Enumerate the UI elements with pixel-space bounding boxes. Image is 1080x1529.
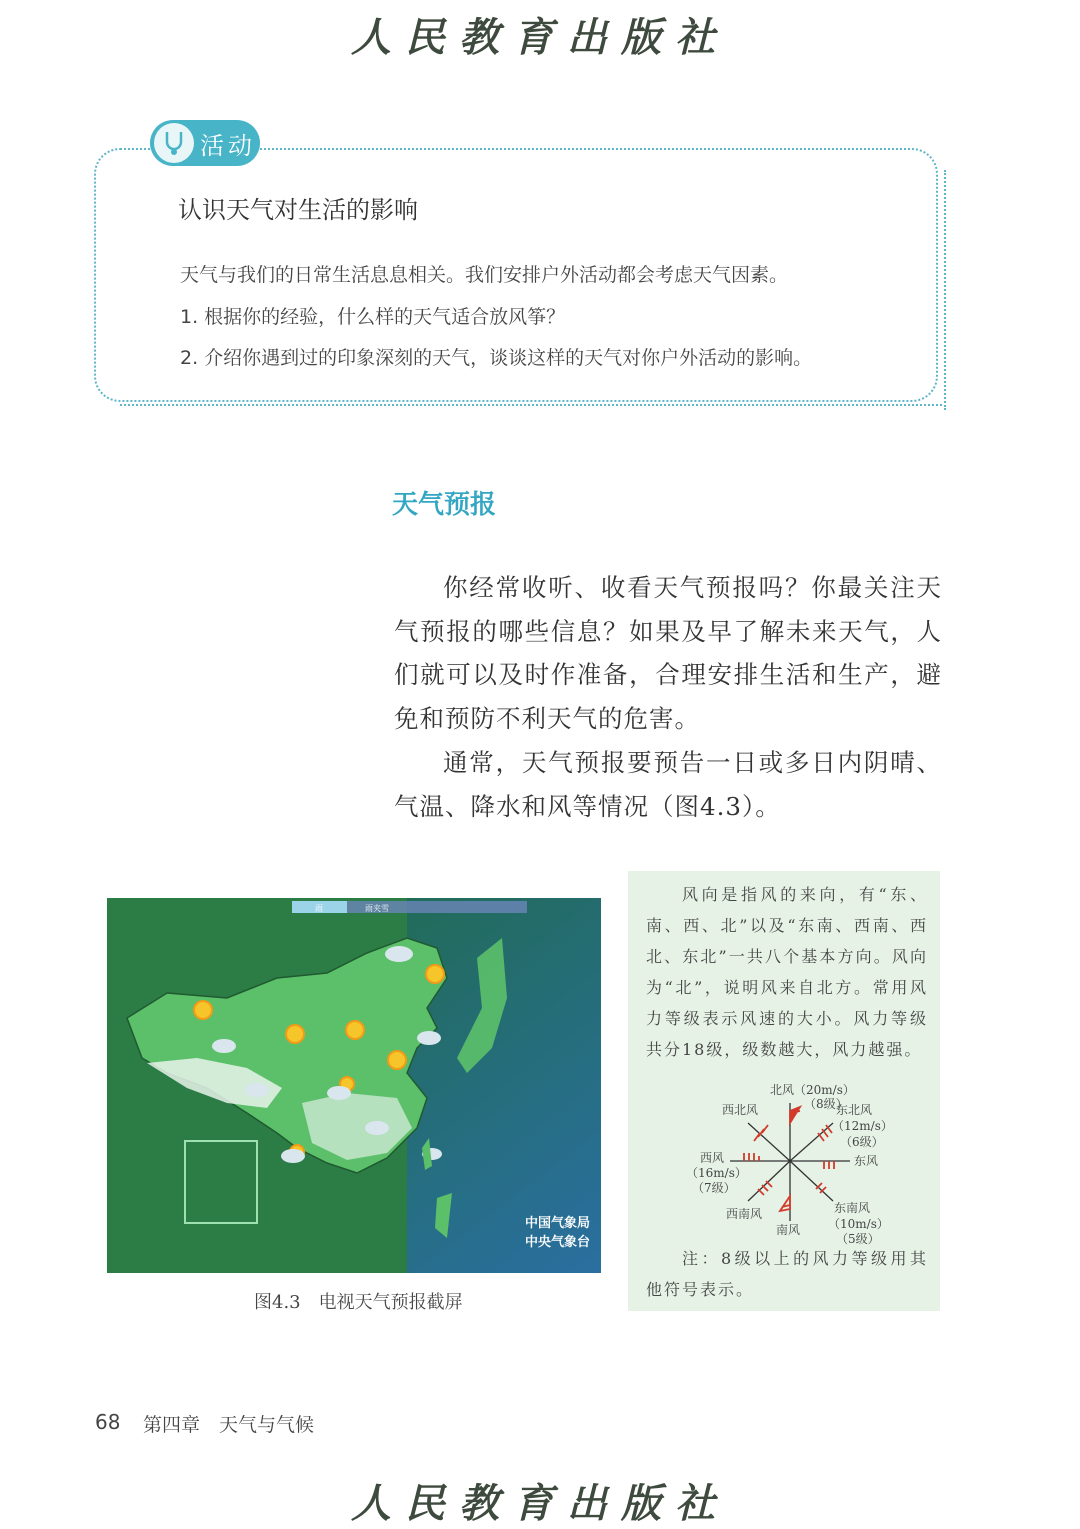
label-southeast-level: （5级） (836, 1232, 880, 1246)
sun-icon (194, 1001, 212, 1019)
activity-intro: 天气与我们的日常生活息息相关。我们安排户外活动都会考虑天气因素。 (180, 264, 789, 286)
activity-box-shadow (120, 404, 942, 406)
publisher-watermark-top: 人民教育出版社 (351, 14, 729, 61)
wind-description: 风向是指风的来向，有“东、南、西、北”以及“东南、西南、西北、东北”一共八个基本方向。风向为“北”，说明风来自北方。常用风力等级表示风速的大小。风力等级共分18级，级数越大，风力越强。 (646, 885, 928, 1059)
map-credit-1: 中国气象局 (525, 1216, 591, 1231)
wind-info-panel (628, 871, 940, 1311)
activity-question-1: 1. 根据你的经验，什么样的天气适合放风筝？ (180, 306, 566, 328)
activity-question-2: 2. 介绍你遇到过的印象深刻的天气，谈谈这样的天气对你户外活动的影响。 (180, 347, 813, 369)
cloud-icon (245, 1083, 269, 1097)
label-northeast-level: （6级） (840, 1135, 884, 1149)
label-north-level: （8级） (804, 1097, 848, 1111)
activity-badge-label: 活动 (200, 131, 256, 160)
label-north: 北风（20m/s） (770, 1083, 855, 1097)
paragraph-1: 你经常收听、收看天气预报吗？你最关注天气预报的哪些信息？如果及早了解未来天气，人们就可以及时作准备，合理安排生活和生产，避免和预防不利天气的危害。 (394, 573, 942, 733)
weather-map-screenshot (107, 898, 601, 1273)
label-southwest: 西南风 (726, 1207, 763, 1221)
map-legend-sleet: 雨夹雪 (365, 904, 389, 913)
cloud-icon (212, 1039, 236, 1053)
stethoscope-icon (154, 123, 194, 163)
label-west: 西风 (700, 1151, 725, 1165)
section-title: 天气预报 (392, 490, 497, 520)
activity-badge (150, 120, 260, 166)
map-legend-rain: 雨 (315, 904, 323, 913)
label-northeast-speed: （12m/s） (832, 1119, 893, 1133)
label-northeast: 东北风 (836, 1103, 873, 1117)
chapter-label: 第四章 天气与气候 (143, 1414, 315, 1436)
wind-note: 注：8级以上的风力等级用其他符号表示。 (646, 1249, 928, 1299)
label-southeast: 东南风 (834, 1201, 871, 1215)
cloud-icon (327, 1086, 351, 1100)
label-west-speed: （16m/s） (686, 1166, 747, 1180)
cloud-icon (365, 1121, 389, 1135)
label-southeast-speed: （10m/s） (828, 1217, 889, 1231)
sun-icon (426, 965, 444, 983)
label-east: 东风 (854, 1154, 879, 1168)
label-northwest: 西北风 (722, 1103, 759, 1117)
map-credit-2: 中央气象台 (525, 1235, 591, 1250)
cloud-icon (385, 946, 413, 962)
figure-caption: 图4.3 电视天气预报截屏 (254, 1292, 463, 1313)
page-number: 68 (95, 1410, 121, 1434)
paragraph-2: 通常，天气预报要预告一日或多日内阴晴、气温、降水和风等情况（图4.3）。 (394, 748, 942, 821)
cloud-icon (417, 1031, 441, 1045)
sun-icon (388, 1051, 406, 1069)
cloud-icon (281, 1149, 305, 1163)
sun-icon (346, 1021, 364, 1039)
publisher-watermark-bottom: 人民教育出版社 (351, 1480, 729, 1527)
sun-icon (286, 1025, 304, 1043)
label-west-level: （7级） (692, 1181, 736, 1195)
activity-title: 认识天气对生活的影响 (178, 196, 418, 224)
label-south: 南风 (776, 1223, 801, 1237)
